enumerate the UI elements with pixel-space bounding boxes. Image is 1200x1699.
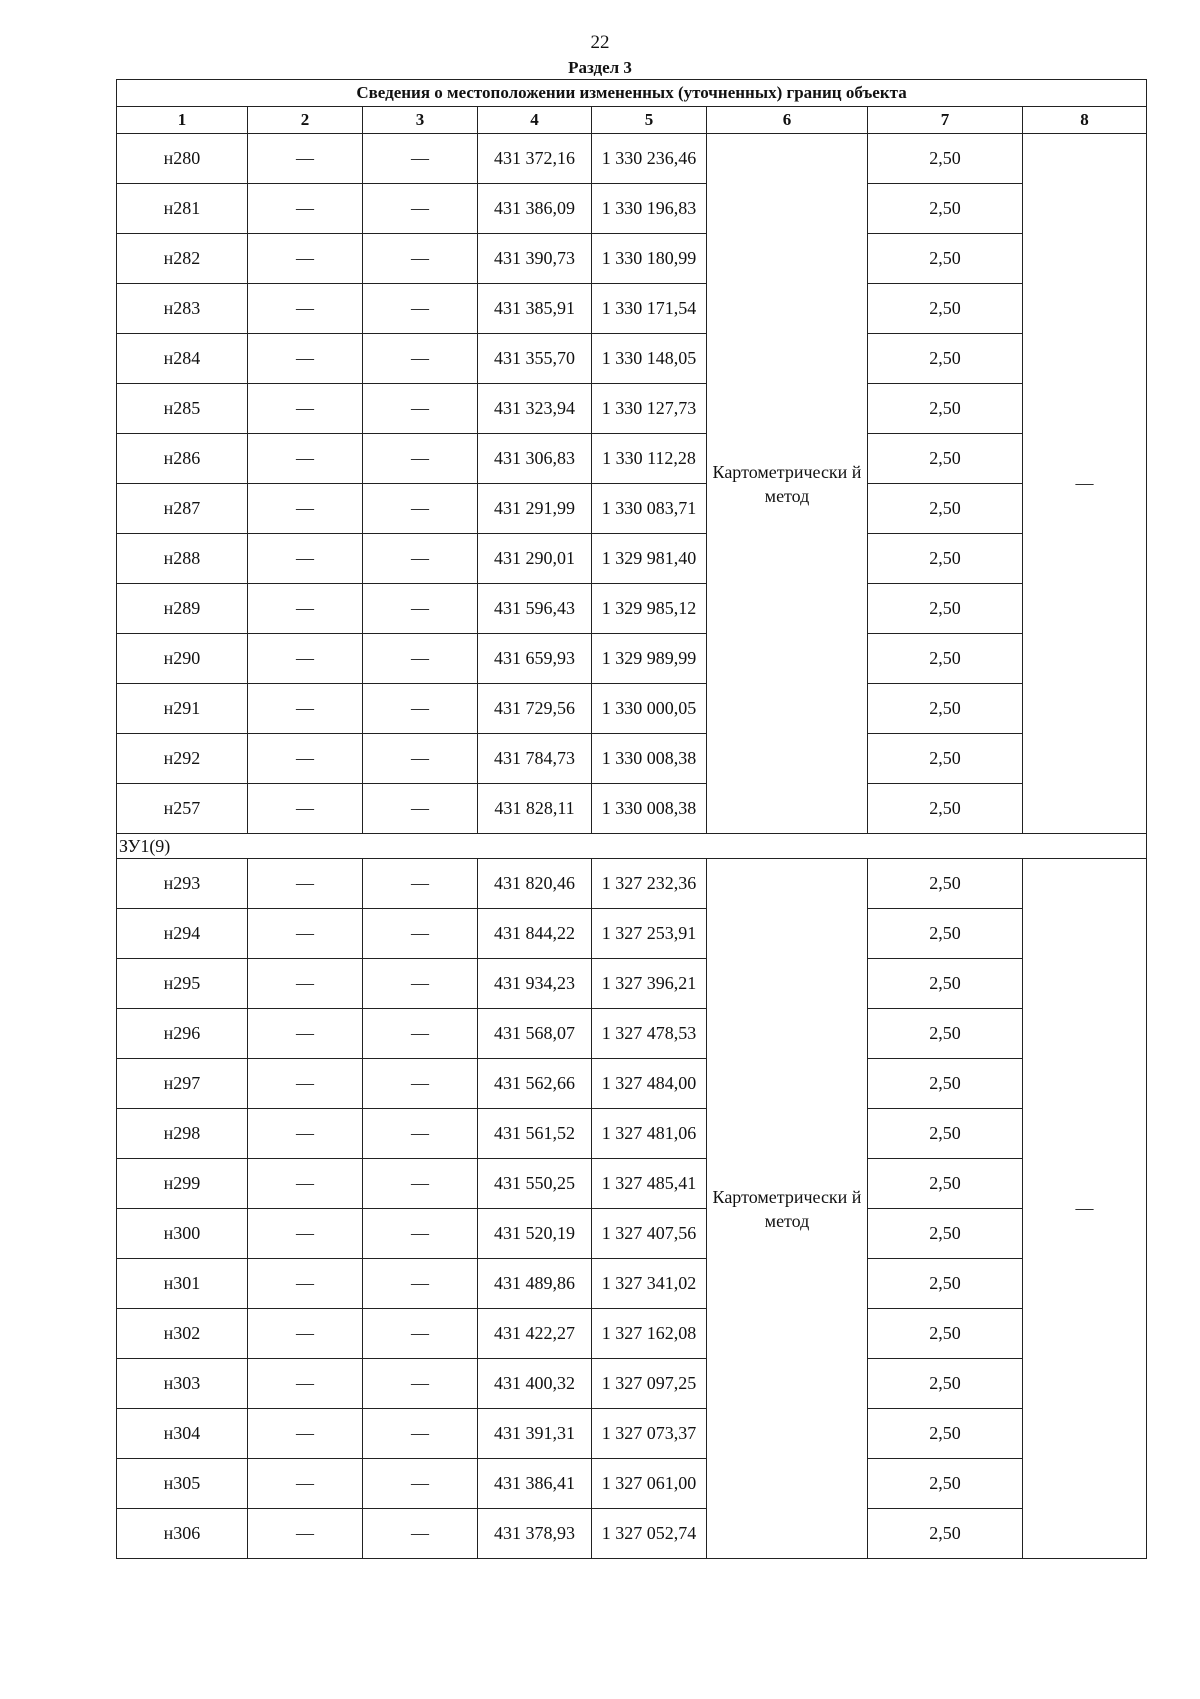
point-name-cell: н298	[117, 1109, 248, 1159]
column-3-cell: —	[363, 684, 478, 734]
accuracy-cell: 2,50	[868, 909, 1023, 959]
accuracy-cell: 2,50	[868, 584, 1023, 634]
y-coordinate-cell: 1 327 485,41	[592, 1159, 707, 1209]
accuracy-cell: 2,50	[868, 959, 1023, 1009]
column-number: 6	[707, 107, 868, 134]
y-coordinate-cell: 1 327 478,53	[592, 1009, 707, 1059]
table-row	[117, 1109, 1147, 1159]
table-row	[117, 334, 1147, 384]
boundary-coordinates-table	[116, 79, 1147, 1559]
column-2-cell: —	[248, 334, 363, 384]
y-coordinate-cell: 1 330 083,71	[592, 484, 707, 534]
accuracy-cell: 2,50	[868, 1059, 1023, 1109]
table-row	[117, 384, 1147, 434]
x-coordinate-cell: 431 390,73	[478, 234, 592, 284]
accuracy-cell: 2,50	[868, 784, 1023, 834]
accuracy-cell: 2,50	[868, 1309, 1023, 1359]
table-row	[117, 1159, 1147, 1209]
column-3-cell: —	[363, 1159, 478, 1209]
point-name-cell: н293	[117, 859, 248, 909]
table-row	[117, 484, 1147, 534]
point-name-cell: н296	[117, 1009, 248, 1059]
table-row	[117, 734, 1147, 784]
point-name-cell: н303	[117, 1359, 248, 1409]
table-row	[117, 1059, 1147, 1109]
point-name-cell: н291	[117, 684, 248, 734]
accuracy-cell: 2,50	[868, 434, 1023, 484]
column-2-cell: —	[248, 134, 363, 184]
column-number: 5	[592, 107, 707, 134]
table-row	[117, 959, 1147, 1009]
y-coordinate-cell: 1 327 481,06	[592, 1109, 707, 1159]
point-name-cell: н297	[117, 1059, 248, 1109]
column-2-cell: —	[248, 584, 363, 634]
accuracy-cell: 2,50	[868, 684, 1023, 734]
column-2-cell: —	[248, 859, 363, 909]
point-name-cell: н302	[117, 1309, 248, 1359]
column-3-cell: —	[363, 1259, 478, 1309]
accuracy-cell: 2,50	[868, 1209, 1023, 1259]
x-coordinate-cell: 431 828,11	[478, 784, 592, 834]
column-2-cell: —	[248, 234, 363, 284]
point-name-cell: н282	[117, 234, 248, 284]
table-row	[117, 184, 1147, 234]
group-label: ЗУ1(9)	[117, 834, 1147, 859]
column-2-cell: —	[248, 634, 363, 684]
y-coordinate-cell: 1 327 052,74	[592, 1509, 707, 1559]
x-coordinate-cell: 431 520,19	[478, 1209, 592, 1259]
column-2-cell: —	[248, 684, 363, 734]
point-name-cell: н284	[117, 334, 248, 384]
column-3-cell: —	[363, 234, 478, 284]
y-coordinate-cell: 1 327 162,08	[592, 1309, 707, 1359]
column-2-cell: —	[248, 1109, 363, 1159]
table-row	[117, 584, 1147, 634]
point-name-cell: н283	[117, 284, 248, 334]
point-name-cell: н281	[117, 184, 248, 234]
column-number: 8	[1023, 107, 1147, 134]
accuracy-cell: 2,50	[868, 384, 1023, 434]
table-row	[117, 859, 1147, 909]
column-3-cell: —	[363, 1359, 478, 1409]
column-2-cell: —	[248, 959, 363, 1009]
y-coordinate-cell: 1 327 253,91	[592, 909, 707, 959]
column-3-cell: —	[363, 384, 478, 434]
point-name-cell: н306	[117, 1509, 248, 1559]
table-row	[117, 634, 1147, 684]
accuracy-cell: 2,50	[868, 1459, 1023, 1509]
point-name-cell: н288	[117, 534, 248, 584]
table-caption: Сведения о местоположении измененных (уточненных) границ объекта	[117, 80, 1147, 107]
point-name-cell: н290	[117, 634, 248, 684]
column-3-cell: —	[363, 1209, 478, 1259]
x-coordinate-cell: 431 561,52	[478, 1109, 592, 1159]
group-label-row	[117, 834, 1147, 859]
table-row	[117, 434, 1147, 484]
x-coordinate-cell: 431 378,93	[478, 1509, 592, 1559]
table-row	[117, 284, 1147, 334]
column-2-cell: —	[248, 384, 363, 434]
x-coordinate-cell: 431 306,83	[478, 434, 592, 484]
x-coordinate-cell: 431 844,22	[478, 909, 592, 959]
column-number: 4	[478, 107, 592, 134]
column-3-cell: —	[363, 134, 478, 184]
x-coordinate-cell: 431 562,66	[478, 1059, 592, 1109]
x-coordinate-cell: 431 550,25	[478, 1159, 592, 1209]
column-2-cell: —	[248, 1209, 363, 1259]
x-coordinate-cell: 431 568,07	[478, 1009, 592, 1059]
y-coordinate-cell: 1 330 196,83	[592, 184, 707, 234]
point-name-cell: н301	[117, 1259, 248, 1309]
column-2-cell: —	[248, 434, 363, 484]
y-coordinate-cell: 1 330 112,28	[592, 434, 707, 484]
y-coordinate-cell: 1 327 061,00	[592, 1459, 707, 1509]
column-2-cell: —	[248, 484, 363, 534]
table-row	[117, 1409, 1147, 1459]
table-row	[117, 684, 1147, 734]
page-number: 22	[590, 32, 610, 53]
column-3-cell: —	[363, 434, 478, 484]
accuracy-cell: 2,50	[868, 1409, 1023, 1459]
table-row	[117, 234, 1147, 284]
accuracy-cell: 2,50	[868, 1259, 1023, 1309]
column-3-cell: —	[363, 959, 478, 1009]
y-coordinate-cell: 1 329 981,40	[592, 534, 707, 584]
column-2-cell: —	[248, 784, 363, 834]
x-coordinate-cell: 431 372,16	[478, 134, 592, 184]
x-coordinate-cell: 431 934,23	[478, 959, 592, 1009]
x-coordinate-cell: 431 400,32	[478, 1359, 592, 1409]
point-name-cell: н286	[117, 434, 248, 484]
table-row	[117, 909, 1147, 959]
accuracy-cell: 2,50	[868, 1009, 1023, 1059]
column-2-cell: —	[248, 1259, 363, 1309]
x-coordinate-cell: 431 820,46	[478, 859, 592, 909]
y-coordinate-cell: 1 330 008,38	[592, 784, 707, 834]
column-3-cell: —	[363, 484, 478, 534]
column-2-cell: —	[248, 1459, 363, 1509]
column-3-cell: —	[363, 634, 478, 684]
column-number: 1	[117, 107, 248, 134]
y-coordinate-cell: 1 330 008,38	[592, 734, 707, 784]
accuracy-cell: 2,50	[868, 134, 1023, 184]
table-row	[117, 1009, 1147, 1059]
table-row	[117, 1459, 1147, 1509]
column-3-cell: —	[363, 334, 478, 384]
column-3-cell: —	[363, 184, 478, 234]
accuracy-cell: 2,50	[868, 734, 1023, 784]
column-number-row	[117, 107, 1147, 134]
x-coordinate-cell: 431 729,56	[478, 684, 592, 734]
x-coordinate-cell: 431 391,31	[478, 1409, 592, 1459]
x-coordinate-cell: 431 489,86	[478, 1259, 592, 1309]
table-row	[117, 134, 1147, 184]
column-number: 2	[248, 107, 363, 134]
accuracy-cell: 2,50	[868, 1159, 1023, 1209]
column-3-cell: —	[363, 284, 478, 334]
accuracy-cell: 2,50	[868, 1509, 1023, 1559]
x-coordinate-cell: 431 291,99	[478, 484, 592, 534]
column-3-cell: —	[363, 1009, 478, 1059]
point-name-cell: н289	[117, 584, 248, 634]
column-2-cell: —	[248, 1509, 363, 1559]
table-row	[117, 784, 1147, 834]
x-coordinate-cell: 431 290,01	[478, 534, 592, 584]
x-coordinate-cell: 431 386,09	[478, 184, 592, 234]
accuracy-cell: 2,50	[868, 334, 1023, 384]
point-name-cell: н300	[117, 1209, 248, 1259]
column-3-cell: —	[363, 734, 478, 784]
x-coordinate-cell: 431 422,27	[478, 1309, 592, 1359]
point-name-cell: н292	[117, 734, 248, 784]
column-2-cell: —	[248, 1009, 363, 1059]
x-coordinate-cell: 431 385,91	[478, 284, 592, 334]
x-coordinate-cell: 431 355,70	[478, 334, 592, 384]
y-coordinate-cell: 1 327 484,00	[592, 1059, 707, 1109]
table-row	[117, 1509, 1147, 1559]
table-row	[117, 1209, 1147, 1259]
column-2-cell: —	[248, 534, 363, 584]
column-8-cell: —	[1023, 859, 1147, 1559]
y-coordinate-cell: 1 330 148,05	[592, 334, 707, 384]
column-3-cell: —	[363, 1309, 478, 1359]
y-coordinate-cell: 1 327 097,25	[592, 1359, 707, 1409]
column-3-cell: —	[363, 909, 478, 959]
section-title: Раздел 3	[568, 58, 632, 77]
table-row	[117, 534, 1147, 584]
x-coordinate-cell: 431 784,73	[478, 734, 592, 784]
column-number: 3	[363, 107, 478, 134]
point-name-cell: н295	[117, 959, 248, 1009]
y-coordinate-cell: 1 327 407,56	[592, 1209, 707, 1259]
column-2-cell: —	[248, 1059, 363, 1109]
column-2-cell: —	[248, 284, 363, 334]
x-coordinate-cell: 431 659,93	[478, 634, 592, 684]
y-coordinate-cell: 1 330 180,99	[592, 234, 707, 284]
y-coordinate-cell: 1 329 985,12	[592, 584, 707, 634]
accuracy-cell: 2,50	[868, 634, 1023, 684]
column-2-cell: —	[248, 1409, 363, 1459]
column-3-cell: —	[363, 859, 478, 909]
accuracy-cell: 2,50	[868, 184, 1023, 234]
column-2-cell: —	[248, 1309, 363, 1359]
column-2-cell: —	[248, 184, 363, 234]
point-name-cell: н287	[117, 484, 248, 534]
point-name-cell: н257	[117, 784, 248, 834]
y-coordinate-cell: 1 327 341,02	[592, 1259, 707, 1309]
point-name-cell: н299	[117, 1159, 248, 1209]
point-name-cell: н294	[117, 909, 248, 959]
accuracy-cell: 2,50	[868, 1359, 1023, 1409]
column-3-cell: —	[363, 1059, 478, 1109]
table-row	[117, 1259, 1147, 1309]
accuracy-cell: 2,50	[868, 234, 1023, 284]
method-cell: Картометрически й метод	[707, 134, 868, 834]
y-coordinate-cell: 1 329 989,99	[592, 634, 707, 684]
y-coordinate-cell: 1 330 127,73	[592, 384, 707, 434]
column-2-cell: —	[248, 909, 363, 959]
x-coordinate-cell: 431 323,94	[478, 384, 592, 434]
accuracy-cell: 2,50	[868, 1109, 1023, 1159]
point-name-cell: н305	[117, 1459, 248, 1509]
x-coordinate-cell: 431 596,43	[478, 584, 592, 634]
column-2-cell: —	[248, 1159, 363, 1209]
method-cell: Картометрически й метод	[707, 859, 868, 1559]
y-coordinate-cell: 1 330 000,05	[592, 684, 707, 734]
column-3-cell: —	[363, 784, 478, 834]
column-2-cell: —	[248, 1359, 363, 1409]
accuracy-cell: 2,50	[868, 484, 1023, 534]
column-3-cell: —	[363, 1409, 478, 1459]
column-2-cell: —	[248, 734, 363, 784]
y-coordinate-cell: 1 327 396,21	[592, 959, 707, 1009]
column-8-cell: —	[1023, 134, 1147, 834]
column-3-cell: —	[363, 534, 478, 584]
point-name-cell: н285	[117, 384, 248, 434]
column-3-cell: —	[363, 1109, 478, 1159]
accuracy-cell: 2,50	[868, 284, 1023, 334]
column-number: 7	[868, 107, 1023, 134]
y-coordinate-cell: 1 327 232,36	[592, 859, 707, 909]
x-coordinate-cell: 431 386,41	[478, 1459, 592, 1509]
point-name-cell: н304	[117, 1409, 248, 1459]
y-coordinate-cell: 1 330 236,46	[592, 134, 707, 184]
y-coordinate-cell: 1 327 073,37	[592, 1409, 707, 1459]
column-3-cell: —	[363, 1509, 478, 1559]
table-row	[117, 1309, 1147, 1359]
table-row	[117, 1359, 1147, 1409]
y-coordinate-cell: 1 330 171,54	[592, 284, 707, 334]
accuracy-cell: 2,50	[868, 859, 1023, 909]
column-3-cell: —	[363, 1459, 478, 1509]
accuracy-cell: 2,50	[868, 534, 1023, 584]
table-body	[117, 134, 1147, 1559]
column-3-cell: —	[363, 584, 478, 634]
point-name-cell: н280	[117, 134, 248, 184]
